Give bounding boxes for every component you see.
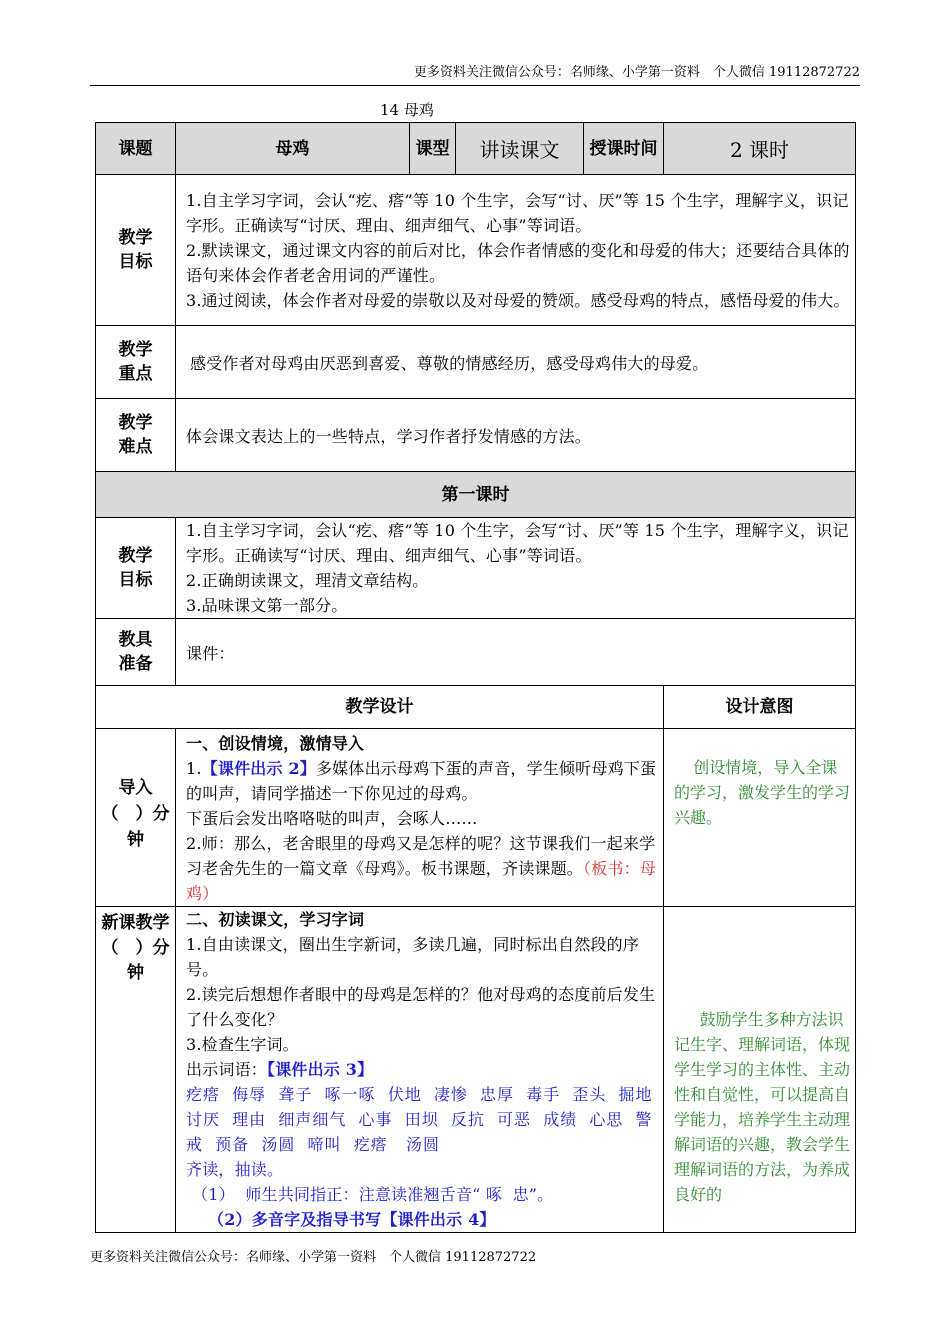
objectives-row xyxy=(96,175,856,326)
new-lesson-heading: 二、初读课文，学习字词 xyxy=(186,910,365,929)
new-lesson-intent: 鼓励学生多种方法识记生字、理解词语，体现学生学习的主体性、主动性和自觉性，可以提高自学能力，培养学生主动理解词语的兴趣，教会学生理解词语的方法，为养成良好的 xyxy=(664,907,856,1233)
intro-p2: 下蛋后会发出咯咯哒的叫声，会啄人…… xyxy=(186,809,478,828)
page-footer: 更多资料关注微信公众号：名师缘、小学第一资料 个人微信 19112872722 xyxy=(90,1250,537,1265)
new-lesson-p1: 1.自由读课文，圈出生字新词，多读几遍，同时标出自然段的序号。 xyxy=(186,935,640,979)
design-header-row xyxy=(96,686,856,729)
new-lesson-p2: 2.读完后想想作者眼中的母鸡是怎样的？他对母鸡的态度前后发生了什么变化？ xyxy=(186,985,656,1029)
period-objective-3: 3.品味课文第一部分。 xyxy=(186,596,348,615)
intro-row xyxy=(96,729,856,907)
key-points-content: 感受作者对母鸡由厌恶到喜爱、尊敬的情感经历，感受母鸡伟大的母爱。 xyxy=(176,326,856,399)
intro-intent: 创设情境，导入全课的学习，激发学生的学习兴趣。 xyxy=(664,729,856,907)
design-header: 教学设计 xyxy=(96,686,664,729)
period-objectives-row xyxy=(96,518,856,619)
time-label: 授课时间 xyxy=(584,123,664,175)
courseware-tag-2: 【课件出示 2】 xyxy=(201,759,316,778)
difficulties-row xyxy=(96,399,856,472)
courseware-tag-3: 【课件出示 3】 xyxy=(267,1060,374,1079)
topic-value: 母鸡 xyxy=(176,123,410,175)
time-value: 2 课时 xyxy=(664,123,856,175)
new-lesson-label: 新课教学（ ）分钟 xyxy=(96,907,176,1233)
new-lesson-p3: 3.检查生字词。 xyxy=(186,1035,299,1054)
topic-label: 课题 xyxy=(96,123,176,175)
tools-label: 教具准备 xyxy=(96,619,176,686)
show-words: 出示词语：【课件出示 3】 xyxy=(186,1060,374,1079)
lesson-title: 14 母鸡 xyxy=(380,101,434,119)
type-value: 讲读课文 xyxy=(456,123,584,175)
tools-content: 课件： xyxy=(176,619,856,686)
objectives-content xyxy=(176,175,856,326)
objective-3: 3.通过阅读，体会作者对母爱的崇敬以及对母爱的赞颂。感受母鸡的特点，感悟母爱的伟大。 xyxy=(186,290,850,310)
period-one-title: 第一课时 xyxy=(96,472,856,518)
type-label: 课型 xyxy=(410,123,456,175)
intro-heading: 一、创设情境，激情导入 xyxy=(186,734,365,753)
difficulties-label: 教学难点 xyxy=(96,399,176,472)
word-list: 疙瘩 侮辱 聋子 啄一啄 伏地 凄惨 忠厚 毒手 歪头 掘地 讨厌 理由 细声细气 心事 田坝 反抗 可恶 成绩 心思 警戒 预备 汤圆 啼叫 疙瘩 汤圆 xyxy=(186,1085,665,1154)
lesson-plan-table xyxy=(95,122,856,1233)
period-one-row xyxy=(96,472,856,518)
correct-note: （1） 师生共同指正：注意读准翘舌音“ 啄 忠”。 xyxy=(192,1185,554,1204)
period-objective-1: 1.自主学习字词，会认“疙、瘩”等 10 个生字，会写“讨、厌”等 15 个生字，理解字义，识记字形。正确读写“讨厌、理由、细声细气、心事”等词语。 xyxy=(186,521,849,565)
intro-content xyxy=(176,729,664,907)
intent-header: 设计意图 xyxy=(664,686,856,729)
objective-1: 1.自主学习字词，会认“疙、瘩”等 10 个生字，会写“讨、厌”等 15 个生字，理解字义，识记字形。正确读写“讨厌、理由、细声细气、心事”等词语。 xyxy=(186,190,849,235)
new-lesson-content xyxy=(176,907,664,1233)
page-header: 更多资料关注微信公众号：名师缘、小学第一资料 个人微信 19112872722 xyxy=(413,65,860,80)
board-note: （板书：母鸡） xyxy=(186,859,657,903)
read-note: 齐读，抽读。 xyxy=(186,1160,284,1179)
difficulties-content: 体会课文表达上的一些特点，学习作者抒发情感的方法。 xyxy=(176,399,856,472)
header-divider xyxy=(90,85,860,86)
objective-2: 2.默读课文，通过课文内容的前后对比，体会作者情感的变化和母爱的伟大；还要结合具体的语句来体会作者老舍用词的严谨性。 xyxy=(186,240,850,285)
period-objective-2: 2.正确朗读课文，理清文章结构。 xyxy=(186,571,429,590)
intro-label: 导入（ ）分钟 xyxy=(96,729,176,907)
period-objectives-label: 教学目标 xyxy=(96,518,176,619)
polyphone-note: （2）多音字及指导书写【课件出示 4】 xyxy=(208,1210,496,1229)
tools-row xyxy=(96,619,856,686)
objectives-label: 教学目标 xyxy=(96,175,176,326)
period-objectives-content xyxy=(176,518,856,619)
intro-p3: 2.师：那么，老舍眼里的母鸡又是怎样的呢？这节课我们一起来学习老舍先生的一篇文章《母鸡》。板书课题，齐读课题。（板书：母鸡） xyxy=(186,834,657,903)
info-row xyxy=(96,123,856,175)
key-points-row xyxy=(96,326,856,399)
intro-p1: 1.【课件出示 2】多媒体出示母鸡下蛋的声音，学生倾听母鸡下蛋的叫声，请同学描述一下你见过的母鸡。 xyxy=(186,759,657,803)
key-points-label: 教学重点 xyxy=(96,326,176,399)
new-lesson-row xyxy=(96,907,856,1233)
